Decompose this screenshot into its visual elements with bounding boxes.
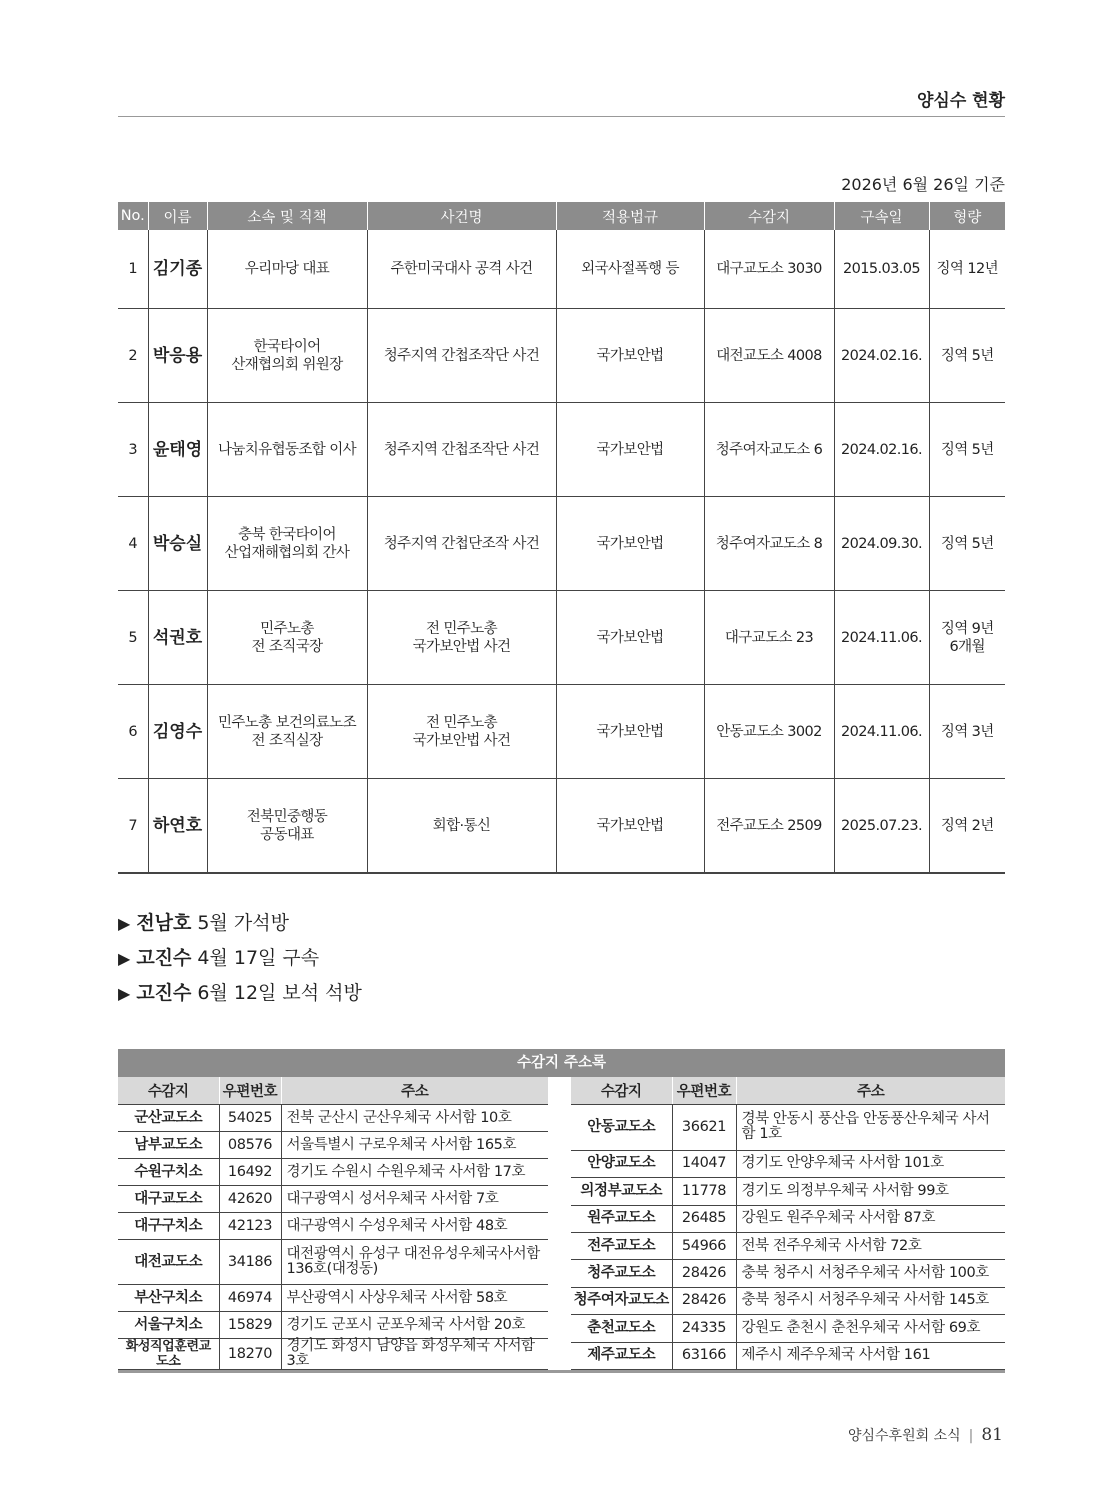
- note-name: 전남호: [136, 912, 192, 934]
- cell-case: 회합·통신: [367, 779, 556, 874]
- cell-case: 청주지역 간첩조작단 사건: [367, 403, 556, 497]
- zip-code: 28426: [672, 1260, 736, 1287]
- address-row: [118, 1285, 548, 1312]
- cell-affiliation: 충북 한국타이어 산업재해협의회 간사: [207, 497, 367, 591]
- cell-arrest-date: 2024.02.16.: [834, 403, 929, 497]
- postal-address: 전북 군산시 군산우체국 사서함 10호: [281, 1105, 548, 1132]
- note-item: [118, 941, 362, 976]
- facility-name: 전주교도소: [571, 1232, 672, 1259]
- facility-name: 원주교도소: [571, 1205, 672, 1232]
- column-header-case: 사건명: [367, 202, 556, 230]
- facility-name: 남부교도소: [118, 1132, 219, 1159]
- table-row: [118, 309, 1005, 403]
- cell-name: 김기종: [148, 230, 207, 309]
- cell-prison: 청주여자교도소 6: [704, 403, 834, 497]
- address-book: [118, 1049, 1005, 1373]
- cell-sentence: 징역 2년: [929, 779, 1005, 874]
- facility-name: 제주교도소: [571, 1342, 672, 1369]
- arrow-icon: ▶: [118, 914, 131, 933]
- column-header-sentence: 형량: [929, 202, 1005, 230]
- postal-address: 경기도 화성시 남양읍 화성우체국 사서함 3호: [281, 1339, 548, 1370]
- cell-sentence: 징역 3년: [929, 685, 1005, 779]
- cell-prison: 대구교도소 3030: [704, 230, 834, 309]
- cell-arrest-date: 2024.02.16.: [834, 309, 929, 403]
- facility-name: 청주교도소: [571, 1260, 672, 1287]
- zip-code: 14047: [672, 1150, 736, 1177]
- note-item: [118, 906, 362, 941]
- zip-code: 11778: [672, 1178, 736, 1205]
- facility-name: 대구교도소: [118, 1186, 219, 1213]
- cell-name: 박승실: [148, 497, 207, 591]
- address-row: [571, 1178, 1005, 1205]
- postal-address: 경기도 의정부우체국 사서함 99호: [736, 1178, 1005, 1205]
- cell-sentence: 징역 5년: [929, 497, 1005, 591]
- zip-code: 63166: [672, 1342, 736, 1369]
- cell-prison: 대구교도소 23: [704, 591, 834, 685]
- cell-no: 3: [118, 403, 148, 497]
- postal-address: 충북 청주시 서청주우체국 사서함 145호: [736, 1287, 1005, 1314]
- facility-name: 수원구치소: [118, 1159, 219, 1186]
- cell-arrest-date: 2024.09.30.: [834, 497, 929, 591]
- note-name: 고진수: [136, 947, 192, 969]
- cell-arrest-date: 2024.11.06.: [834, 685, 929, 779]
- cell-no: 5: [118, 591, 148, 685]
- facility-name: 화성직업훈련교도소: [118, 1339, 219, 1370]
- zip-code: 54025: [219, 1105, 281, 1132]
- cell-case: 전 민주노총 국가보안법 사건: [367, 591, 556, 685]
- address-row: [118, 1312, 548, 1339]
- column-header-prison: 수감지: [704, 202, 834, 230]
- address-row: [571, 1315, 1005, 1342]
- footer-separator: |: [968, 1428, 974, 1444]
- zip-code: 42620: [219, 1186, 281, 1213]
- note-item: [118, 976, 362, 1011]
- address-row: [118, 1159, 548, 1186]
- zip-code: 26485: [672, 1205, 736, 1232]
- prisoner-table: [118, 202, 1005, 874]
- facility-name: 청주여자교도소: [571, 1287, 672, 1314]
- cell-law: 국가보안법: [556, 497, 704, 591]
- zip-code: 15829: [219, 1312, 281, 1339]
- postal-address: 충북 청주시 서청주우체국 사서함 100호: [736, 1260, 1005, 1287]
- zip-code: 24335: [672, 1315, 736, 1342]
- cell-law: 외국사절폭행 등: [556, 230, 704, 309]
- cell-no: 6: [118, 685, 148, 779]
- cell-no: 7: [118, 779, 148, 874]
- cell-case: 청주지역 간첩조작단 사건: [367, 309, 556, 403]
- cell-prison: 안동교도소 3002: [704, 685, 834, 779]
- postal-address: 경북 안동시 풍산읍 안동풍산우체국 사서함 1호: [736, 1105, 1005, 1151]
- postal-address: 서울특별시 구로우체국 사서함 165호: [281, 1132, 548, 1159]
- cell-prison: 전주교도소 2509: [704, 779, 834, 874]
- note-name: 고진수: [136, 982, 192, 1004]
- facility-name: 안동교도소: [571, 1105, 672, 1151]
- cell-name: 석권호: [148, 591, 207, 685]
- notes-list: [118, 906, 362, 1011]
- postal-address: 대구광역시 성서우체국 사서함 7호: [281, 1186, 548, 1213]
- note-text: 4월 17일 구속: [197, 947, 320, 969]
- table-row: [118, 591, 1005, 685]
- table-row: [118, 779, 1005, 874]
- facility-name: 춘천교도소: [571, 1315, 672, 1342]
- cell-law: 국가보안법: [556, 403, 704, 497]
- zip-code: 08576: [219, 1132, 281, 1159]
- cell-name: 김영수: [148, 685, 207, 779]
- cell-affiliation: 우리마당 대표: [207, 230, 367, 309]
- column-header-zip: 우편번호: [219, 1077, 281, 1105]
- column-header-law: 적용법규: [556, 202, 704, 230]
- address-row: [118, 1240, 548, 1285]
- postal-address: 경기도 안양우체국 사서함 101호: [736, 1150, 1005, 1177]
- address-table-right: [571, 1077, 1005, 1370]
- facility-name: 서울구치소: [118, 1312, 219, 1339]
- cell-prison: 대전교도소 4008: [704, 309, 834, 403]
- address-row: [571, 1205, 1005, 1232]
- address-row: [118, 1213, 548, 1240]
- postal-address: 제주시 제주우체국 사서함 161: [736, 1342, 1005, 1369]
- cell-no: 2: [118, 309, 148, 403]
- cell-affiliation: 민주노총 보건의료노조 전 조직실장: [207, 685, 367, 779]
- facility-name: 대구구치소: [118, 1213, 219, 1240]
- cell-sentence: 징역 12년: [929, 230, 1005, 309]
- zip-code: 36621: [672, 1105, 736, 1151]
- postal-address: 경기도 군포시 군포우체국 사서함 20호: [281, 1312, 548, 1339]
- cell-arrest-date: 2024.11.06.: [834, 591, 929, 685]
- note-text: 6월 12일 보석 석방: [197, 982, 362, 1004]
- column-header-facility: 수감지: [118, 1077, 219, 1105]
- arrow-icon: ▶: [118, 949, 131, 968]
- facility-name: 부산구치소: [118, 1285, 219, 1312]
- address-row: [118, 1105, 548, 1132]
- column-header-arrest-date: 구속일: [834, 202, 929, 230]
- address-book-title: 수감지 주소록: [118, 1049, 1005, 1077]
- cell-affiliation: 민주노총 전 조직국장: [207, 591, 367, 685]
- facility-name: 대전교도소: [118, 1240, 219, 1285]
- cell-law: 국가보안법: [556, 309, 704, 403]
- facility-name: 의정부교도소: [571, 1178, 672, 1205]
- postal-address: 강원도 원주우체국 사서함 87호: [736, 1205, 1005, 1232]
- section-title: 양심수 현황: [916, 91, 1005, 111]
- address-row: [571, 1105, 1005, 1151]
- cell-arrest-date: 2025.07.23.: [834, 779, 929, 874]
- postal-address: 경기도 수원시 수원우체국 사서함 17호: [281, 1159, 548, 1186]
- arrow-icon: ▶: [118, 984, 131, 1003]
- zip-code: 34186: [219, 1240, 281, 1285]
- table-row: [118, 403, 1005, 497]
- cell-affiliation: 전북민중행동 공동대표: [207, 779, 367, 874]
- cell-prison: 청주여자교도소 8: [704, 497, 834, 591]
- cell-affiliation: 한국타이어 산재협의회 위원장: [207, 309, 367, 403]
- publication-name: 양심수후원회 소식: [847, 1428, 961, 1444]
- column-header-address: 주소: [281, 1077, 548, 1105]
- address-row: [571, 1287, 1005, 1314]
- column-header-facility: 수감지: [571, 1077, 672, 1105]
- table-row: [118, 497, 1005, 591]
- postal-address: 부산광역시 사상우체국 사서함 58호: [281, 1285, 548, 1312]
- zip-code: 46974: [219, 1285, 281, 1312]
- cell-law: 국가보안법: [556, 685, 704, 779]
- cell-no: 4: [118, 497, 148, 591]
- postal-address: 전북 전주우체국 사서함 72호: [736, 1232, 1005, 1259]
- cell-affiliation: 나눔치유협동조합 이사: [207, 403, 367, 497]
- address-row: [571, 1232, 1005, 1259]
- address-row: [571, 1342, 1005, 1369]
- cell-name: 박응용: [148, 309, 207, 403]
- cell-sentence: 징역 5년: [929, 309, 1005, 403]
- column-header-name: 이름: [148, 202, 207, 230]
- page-footer: [0, 1425, 1003, 1445]
- address-row: [118, 1132, 548, 1159]
- cell-case: 주한미국대사 공격 사건: [367, 230, 556, 309]
- address-row: [118, 1186, 548, 1213]
- cell-sentence: 징역 9년 6개월: [929, 591, 1005, 685]
- facility-name: 군산교도소: [118, 1105, 219, 1132]
- address-row: [118, 1339, 548, 1370]
- address-row: [571, 1150, 1005, 1177]
- zip-code: 42123: [219, 1213, 281, 1240]
- cell-arrest-date: 2015.03.05: [834, 230, 929, 309]
- table-row: [118, 230, 1005, 309]
- cell-sentence: 징역 5년: [929, 403, 1005, 497]
- cell-law: 국가보안법: [556, 591, 704, 685]
- zip-code: 18270: [219, 1339, 281, 1370]
- zip-code: 16492: [219, 1159, 281, 1186]
- cell-case: 전 민주노총 국가보안법 사건: [367, 685, 556, 779]
- cell-no: 1: [118, 230, 148, 309]
- facility-name: 안양교도소: [571, 1150, 672, 1177]
- table-row: [118, 685, 1005, 779]
- postal-address: 대전광역시 유성구 대전유성우체국사서함 136호(대정동): [281, 1240, 548, 1285]
- postal-address: 강원도 춘천시 춘천우체국 사서함 69호: [736, 1315, 1005, 1342]
- column-header-zip: 우편번호: [672, 1077, 736, 1105]
- zip-code: 54966: [672, 1232, 736, 1259]
- as-of-date: 2026년 6월 26일 기준: [841, 175, 1005, 194]
- note-text: 5월 가석방: [197, 912, 289, 934]
- column-header-no: No.: [118, 202, 148, 230]
- address-table-left: [118, 1077, 548, 1370]
- postal-address: 대구광역시 수성우체국 사서함 48호: [281, 1213, 548, 1240]
- column-header-address: 주소: [736, 1077, 1005, 1105]
- cell-law: 국가보안법: [556, 779, 704, 874]
- cell-name: 윤태영: [148, 403, 207, 497]
- address-book-bottom-rule: [118, 1370, 1005, 1373]
- header-divider: [118, 116, 1005, 117]
- column-header-affiliation: 소속 및 직책: [207, 202, 367, 230]
- zip-code: 28426: [672, 1287, 736, 1314]
- address-row: [571, 1260, 1005, 1287]
- cell-name: 하연호: [148, 779, 207, 874]
- cell-case: 청주지역 간첩단조작 사건: [367, 497, 556, 591]
- page-number: 81: [981, 1425, 1003, 1445]
- prisoner-table-header: [118, 202, 1005, 230]
